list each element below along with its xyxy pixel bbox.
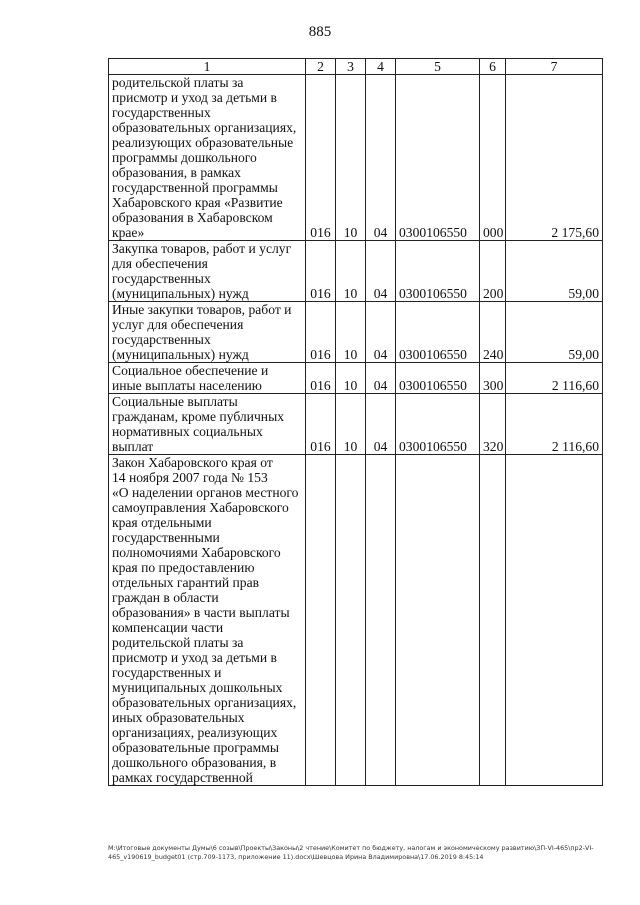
row-subsection-code: 04 xyxy=(366,302,396,363)
description-line: образования» в части выплаты xyxy=(112,605,290,620)
row-expense-type-code: 240 xyxy=(480,302,506,363)
row-subsection-code: 04 xyxy=(366,75,396,241)
footer-line-2: 465_v190619_budget01 (стр.709-1173, приложение 11).docx\Шевцова Ирина Владимировна\17.06.2019 8:45:14 xyxy=(108,852,484,861)
document-path-footer xyxy=(108,844,608,861)
description-line: гражданам, кроме публичных xyxy=(112,409,284,424)
description-line: образовательных организациях, xyxy=(112,695,297,710)
table-row xyxy=(109,363,603,394)
description-line: края по предоставлению xyxy=(112,560,255,575)
row-expense-type-code: 000 xyxy=(480,75,506,241)
row-target-item-code: 0300106550 xyxy=(396,363,480,394)
description-line: реализующих образовательные xyxy=(112,135,294,150)
row-ministry-code: 016 xyxy=(306,363,336,394)
description-line: Социальные выплаты xyxy=(112,394,238,409)
header-col-6: 6 xyxy=(480,59,506,75)
row-ministry-code: 016 xyxy=(306,394,336,455)
description-line: компенсации части xyxy=(112,620,224,635)
description-line: Иные закупки товаров, работ и xyxy=(112,302,292,317)
description-line: услуг для обеспечения xyxy=(112,317,244,332)
row-expense-type-code: 300 xyxy=(480,363,506,394)
description-line: выплат xyxy=(112,439,154,454)
description-line: самоуправления Хабаровского xyxy=(112,500,289,515)
row-description xyxy=(109,394,306,455)
row-description xyxy=(109,75,306,241)
description-line: 14 ноября 2007 года № 153 xyxy=(112,470,268,485)
header-col-5: 5 xyxy=(396,59,480,75)
row-section-code: 10 xyxy=(336,363,366,394)
row-description xyxy=(109,455,306,786)
row-section-code: 10 xyxy=(336,394,366,455)
header-col-2: 2 xyxy=(306,59,336,75)
row-amount: 59,00 xyxy=(506,302,603,363)
description-line: государственных xyxy=(112,105,211,120)
description-line: родительской платы за xyxy=(112,75,244,90)
description-line: иные выплаты населению xyxy=(112,378,262,393)
description-line: родительской платы за xyxy=(112,635,244,650)
table-row xyxy=(109,394,603,455)
row-ministry-code xyxy=(306,455,336,786)
header-col-4: 4 xyxy=(366,59,396,75)
description-line: государственных и xyxy=(112,665,222,680)
row-amount: 59,00 xyxy=(506,241,603,302)
description-line: края отдельными xyxy=(112,515,212,530)
header-row xyxy=(109,59,603,75)
row-section-code xyxy=(336,455,366,786)
row-amount xyxy=(506,455,603,786)
row-description xyxy=(109,363,306,394)
row-expense-type-code: 200 xyxy=(480,241,506,302)
row-target-item-code xyxy=(396,455,480,786)
row-subsection-code: 04 xyxy=(366,394,396,455)
row-section-code: 10 xyxy=(336,302,366,363)
description-line: присмотр и уход за детьми в xyxy=(112,90,277,105)
description-line: крае» xyxy=(112,225,145,240)
row-ministry-code: 016 xyxy=(306,241,336,302)
header-col-7: 7 xyxy=(506,59,603,75)
description-line: государственной программы xyxy=(112,180,278,195)
description-line: государственных xyxy=(112,271,211,286)
row-amount: 2 116,60 xyxy=(506,363,603,394)
header-col-1: 1 xyxy=(109,59,306,75)
description-line: программы дошкольного xyxy=(112,150,257,165)
description-line: (муниципальных) нужд xyxy=(112,286,249,301)
description-line: муниципальных дошкольных xyxy=(112,680,283,695)
table-row xyxy=(109,455,603,786)
description-line: (муниципальных) нужд xyxy=(112,347,249,362)
row-subsection-code: 04 xyxy=(366,241,396,302)
description-line: государственными xyxy=(112,530,220,545)
description-line: иных образовательных xyxy=(112,710,245,725)
row-ministry-code: 016 xyxy=(306,75,336,241)
description-line: организациях, реализующих xyxy=(112,725,278,740)
description-line: образовательных организациях, xyxy=(112,120,297,135)
description-line: Хабаровского края «Развитие xyxy=(112,195,283,210)
row-section-code: 10 xyxy=(336,241,366,302)
footer-line-1: M:\Итоговые документы Думы\6 созыв\Проекты\Законы\2 чтение\Комитет по бюджету, налогам и экономическому развитию\ЗП-VI-465\пр2-VI- xyxy=(108,844,594,852)
row-section-code: 10 xyxy=(336,75,366,241)
description-line: полномочиями Хабаровского xyxy=(112,545,281,560)
table-row xyxy=(109,241,603,302)
page-number: 885 xyxy=(308,24,332,40)
description-line: присмотр и уход за детьми в xyxy=(112,650,277,665)
description-line: рамках государственной xyxy=(112,770,253,785)
row-target-item-code: 0300106550 xyxy=(396,241,480,302)
row-amount: 2 175,60 xyxy=(506,75,603,241)
row-target-item-code: 0300106550 xyxy=(396,302,480,363)
table-row xyxy=(109,75,603,241)
row-description xyxy=(109,241,306,302)
row-amount: 2 116,60 xyxy=(506,394,603,455)
description-line: граждан в области xyxy=(112,590,219,605)
description-line: Социальное обеспечение и xyxy=(112,363,269,378)
row-expense-type-code: 320 xyxy=(480,394,506,455)
row-description xyxy=(109,302,306,363)
description-line: «О наделении органов местного xyxy=(112,485,299,500)
row-target-item-code: 0300106550 xyxy=(396,75,480,241)
description-line: Закупка товаров, работ и услуг xyxy=(112,241,292,256)
description-line: образования, в рамках xyxy=(112,165,241,180)
description-line: отдельных гарантий прав xyxy=(112,575,260,590)
header-col-3: 3 xyxy=(336,59,366,75)
table-row xyxy=(109,302,603,363)
description-line: образования в Хабаровском xyxy=(112,210,273,225)
row-expense-type-code xyxy=(480,455,506,786)
row-subsection-code xyxy=(366,455,396,786)
description-line: дошкольного образования, в xyxy=(112,755,277,770)
row-target-item-code: 0300106550 xyxy=(396,394,480,455)
description-line: нормативных социальных xyxy=(112,424,263,439)
description-line: образовательные программы xyxy=(112,740,279,755)
description-line: для обеспечения xyxy=(112,256,208,271)
description-line: Закон Хабаровского края от xyxy=(112,455,273,470)
description-line: государственных xyxy=(112,332,211,347)
row-subsection-code: 04 xyxy=(366,363,396,394)
budget-table xyxy=(108,58,603,786)
row-ministry-code: 016 xyxy=(306,302,336,363)
